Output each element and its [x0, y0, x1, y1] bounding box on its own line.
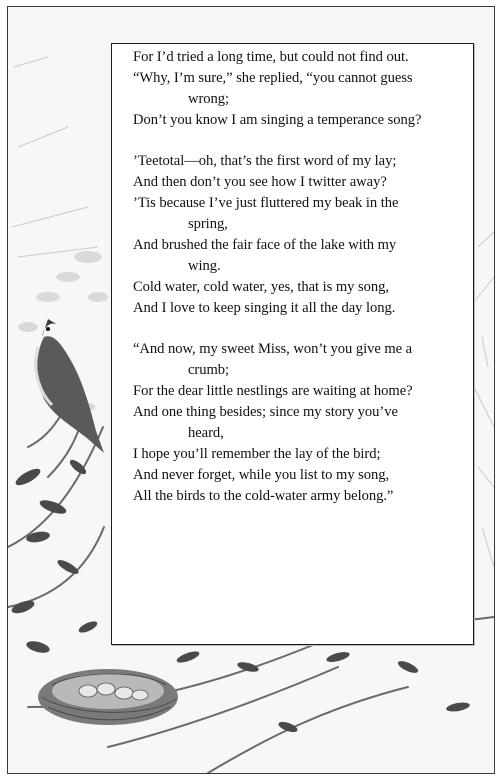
poem-line: “Why, I’m sure,” she replied, “you cannot guess — [133, 70, 413, 86]
poem-line: And brushed the fair face of the lake with my — [133, 237, 397, 253]
poem-line: And never forget, while you list to my song, — [133, 467, 390, 483]
poem-line-continuation: wing. — [188, 258, 221, 274]
poem-line-continuation: wrong; — [188, 91, 230, 107]
poem-line: For I’d tried a long time, but could not find out. — [133, 49, 409, 65]
page-frame — [7, 6, 495, 774]
stanza-3 — [133, 339, 471, 507]
poem-line: And one thing besides; since my story you’ve — [133, 404, 398, 420]
nest — [38, 669, 178, 725]
poem-line: For the dear little nestlings are waiting at home? — [133, 383, 413, 399]
poem-line: I hope you’ll remember the lay of the bird; — [133, 446, 381, 462]
poem-line-continuation: spring, — [188, 216, 228, 232]
poem-line-continuation: heard, — [188, 425, 224, 441]
poem-line: All the birds to the cold-water army belong.” — [133, 488, 394, 504]
poem-line: ’Tis because I’ve just fluttered my beak in the — [133, 195, 399, 211]
poem-line: ’Teetotal—oh, that’s the first word of my lay; — [133, 153, 397, 169]
poem-line-continuation: crumb; — [188, 362, 230, 378]
poem-line: “And now, my sweet Miss, won’t you give me a — [133, 341, 413, 357]
poem — [133, 47, 471, 527]
stanza-1 — [133, 47, 471, 131]
poem-line: Don’t you know I am singing a temperance song? — [133, 112, 422, 128]
stanza-2 — [133, 151, 471, 319]
poem-line: And then don’t you see how I twitter away? — [133, 174, 387, 190]
poem-line: And I love to keep singing it all the day long. — [133, 300, 396, 316]
poem-line: Cold water, cold water, yes, that is my song, — [133, 279, 389, 295]
poem-panel — [111, 43, 474, 645]
